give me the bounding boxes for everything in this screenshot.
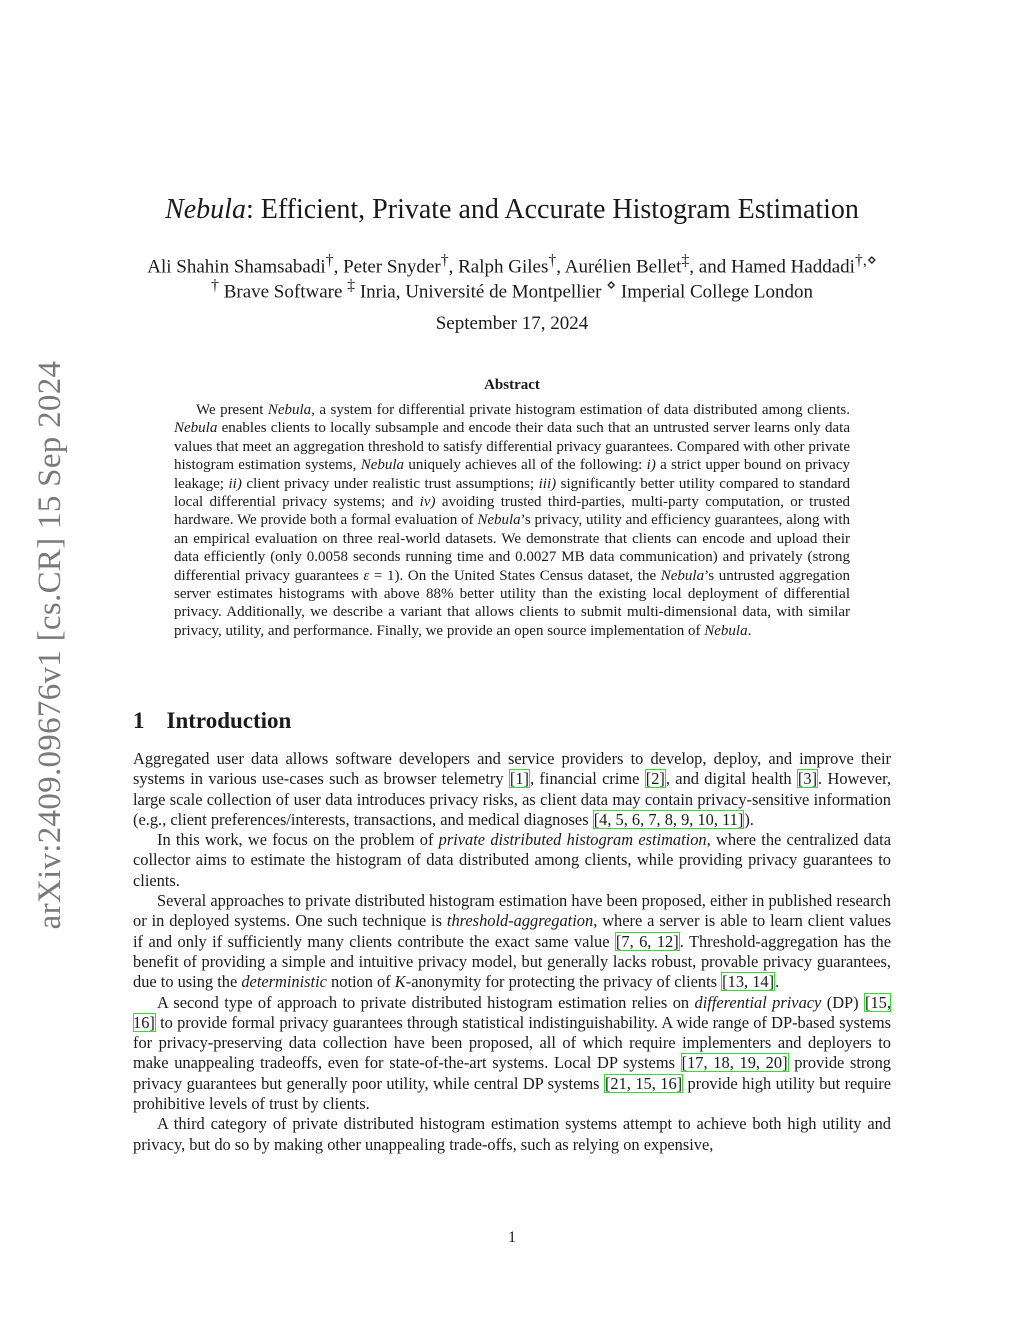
introduction-body bbox=[133, 749, 891, 1155]
section-heading bbox=[133, 706, 291, 736]
author-marks: †,⋄ bbox=[854, 252, 877, 269]
abstract-text: We present Nebula, a system for differential private histogram estimation of data distributed among clients. Nebula enables clients to locally subsample and encode their data such that an untrusted server learns only data values that meet an aggregation threshold to satisfy differential privacy guarantees. Compared with other private histogram estimation systems, Nebula uniquely achieves all of the following: i) a strict upper bound on privacy leakage; ii) client privacy under realistic trust assumptions; iii) significantly better utility compared to standard local differential privacy systems; and iv) avoiding trusted third-parties, multi-party computation, or trusted hardware. We provide both a formal evaluation of Nebula’s privacy, utility and efficiency guarantees, along with an empirical evaluation on three real-world datasets. We demonstrate that clients can encode and upload their data efficiently (only 0.0058 seconds running time and 0.0027 MB data communication) and privately (strong differential privacy guarantees ε = 1). On the United States Census dataset, the Nebula’s untrusted aggregation server estimates histograms with above 88% better utility than the existing local deployment of differential privacy. Additionally, we describe a variant that allows clients to submit multi-dimensional data, with similar privacy, utility, and performance. Finally, we provide an open source implementation of Nebula. bbox=[174, 402, 851, 639]
citation-link[interactable]: [3] bbox=[797, 769, 818, 789]
affiliation-name: Brave Software bbox=[223, 281, 343, 303]
publication-date: September 17, 2024 bbox=[435, 313, 589, 334]
paragraph: In this work, we focus on the problem of private distributed histogram estimation, where the centralized data collector aims to estimate the histogram of data distributed among clients, while providing privacy guarantees to clients. bbox=[133, 830, 891, 890]
paragraph: A third category of private distributed histogram estimation systems attempt to achieve both high utility and privacy, but do so by making other unappealing trade-offs, such as relying on expensive, bbox=[133, 1114, 891, 1154]
abstract-heading: Abstract bbox=[484, 377, 540, 393]
citation-link[interactable]: [21, 15, 16] bbox=[604, 1073, 683, 1093]
author-separator: , and bbox=[689, 256, 731, 278]
citation-link[interactable]: [15, 16] bbox=[133, 992, 891, 1032]
citation-link[interactable]: [2] bbox=[645, 769, 665, 789]
title-system-name: Nebula bbox=[165, 194, 246, 225]
affiliation-name: Imperial College London bbox=[620, 281, 813, 303]
citation-link[interactable]: [13, 14] bbox=[722, 972, 775, 992]
affiliation-name: Inria, Université de Montpellier bbox=[359, 281, 602, 303]
author-marks: ‡ bbox=[681, 252, 690, 269]
affiliation-list bbox=[0, 273, 1024, 305]
citation-link[interactable]: [1] bbox=[509, 769, 529, 789]
author-marks: † bbox=[440, 252, 449, 269]
author-name: Peter Snyder bbox=[343, 256, 441, 278]
author-marks: † bbox=[548, 252, 557, 269]
affiliation-mark: ⋄ bbox=[606, 277, 617, 294]
author-marks: † bbox=[325, 252, 334, 269]
title-rest: : Efficient, Private and Accurate Histogram Estimation bbox=[245, 194, 859, 225]
author-name: Ralph Giles bbox=[458, 256, 549, 278]
author-separator: , bbox=[448, 256, 459, 278]
section-number: 1 bbox=[133, 708, 145, 733]
paragraph: Aggregated user data allows software developers and service providers to develop, deploy, and improve their systems in various use-cases such as browser telemetry [1], financial crime [2], and digital health [3]. However, large scale collection of user data introduces privacy risks, as client data may contain privacy-sensitive information (e.g., client preferences/interests, transactions, and medical diagnoses [4, 5, 6, 7, 8, 9, 10, 11]). bbox=[133, 749, 891, 829]
author-name: Aurélien Bellet bbox=[564, 256, 682, 278]
section-title: Introduction bbox=[166, 708, 292, 733]
citation-link[interactable]: [4, 5, 6, 7, 8, 9, 10, 11] bbox=[593, 809, 744, 829]
paragraph: Several approaches to private distributed histogram estimation have been proposed, either in published research or in deployed systems. One such technique is threshold-aggregation, where a server is able to learn client values if and only if sufficiently many clients contribute the exact same value [7, 6, 12]. Threshold-aggregation has the benefit of providing a simple and intuitive privacy model, but generally lacks robust, provable privacy guarantees, due to using the deterministic notion of K-anonymity for protecting the privacy of clients [13, 14]. bbox=[133, 891, 891, 992]
author-separator: , bbox=[333, 256, 344, 278]
author-separator: , bbox=[556, 256, 565, 278]
page-number: 1 bbox=[508, 1229, 516, 1246]
arxiv-identifier: arXiv:2409.09676v1 [cs.CR] 15 Sep 2024 bbox=[32, 360, 68, 930]
paragraph: A second type of approach to private distributed histogram estimation relies on differential privacy (DP) [15, 16] to provide formal privacy guarantees through statistical indistinguishability. A wide range of DP-based systems for privacy-preserving data collection have been proposed, all of which require implementers and deployers to make unappealing tradeoffs, even for state-of-the-art systems. Local DP systems [17, 18, 19, 20] provide strong privacy guarantees but generally poor utility, while central DP systems [21, 15, 16] provide high utility but require prohibitive levels of trust by clients. bbox=[133, 992, 891, 1114]
citation-link[interactable]: [17, 18, 19, 20] bbox=[681, 1053, 788, 1073]
author-name: Hamed Haddadi bbox=[730, 256, 855, 278]
affiliation-mark: ‡ bbox=[347, 277, 356, 294]
affiliation-mark: † bbox=[211, 277, 219, 294]
author-name: Ali Shahin Shamsabadi bbox=[147, 256, 326, 278]
paper-title bbox=[0, 191, 1024, 229]
citation-link[interactable]: [7, 6, 12] bbox=[615, 931, 679, 951]
